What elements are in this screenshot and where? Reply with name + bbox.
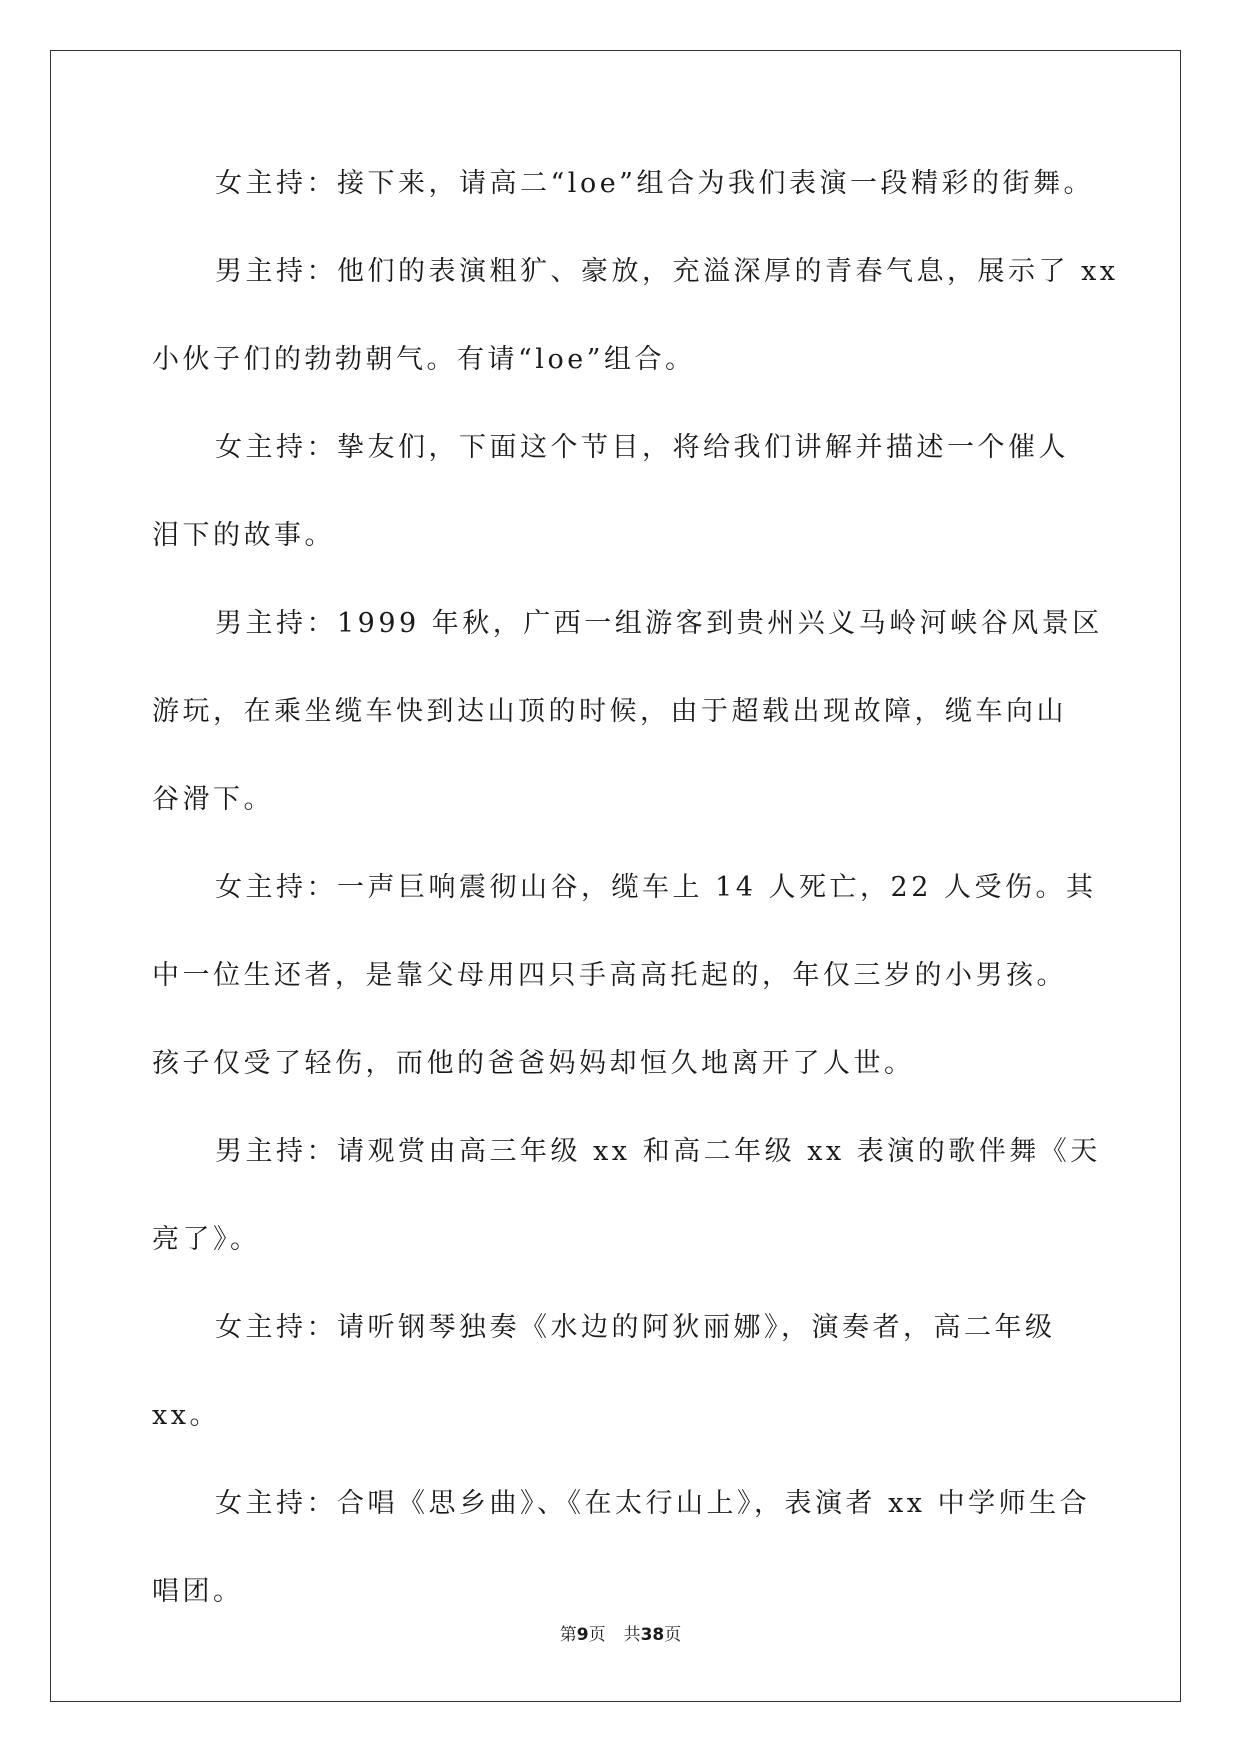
- paragraph-line: 小伙子们的勃勃朝气。有请“loe”组合。: [152, 344, 696, 375]
- paragraph-line: 谷滑下。: [152, 784, 274, 815]
- paragraph-line: 游玩，在乘坐缆车快到达山顶的时候，由于超载出现故障，缆车向山: [152, 696, 1067, 727]
- paragraph-line: 女主持：一声巨响震彻山谷，缆车上 14 人死亡，22 人受伤。其: [215, 872, 1097, 903]
- paragraph-line: 泪下的故事。: [152, 520, 335, 551]
- total-prefix: 共: [623, 1625, 641, 1645]
- paragraph-line: 女主持：挚友们，下面这个节目，将给我们讲解并描述一个催人: [215, 432, 1069, 463]
- paragraph-line: 女主持：请听钢琴独奏《水边的阿狄丽娜》，演奏者，高二年级: [215, 1312, 1056, 1343]
- paragraph-line: 男主持：请观赏由高三年级 xx 和高二年级 xx 表演的歌伴舞《天: [215, 1136, 1101, 1167]
- total-pages: 38: [640, 1625, 665, 1645]
- page-suffix: 页: [588, 1625, 606, 1645]
- document-body: [152, 166, 1119, 1662]
- paragraph-line: 男主持：他们的表演粗犷、豪放，充溢深厚的青春气息，展示了 xx: [215, 256, 1119, 287]
- paragraph-line: 男主持：1999 年秋，广西一组游客到贵州兴义马岭河峡谷风景区: [215, 608, 1103, 639]
- paragraph-line: 女主持：接下来，请高二“loe”组合为我们表演一段精彩的街舞。: [215, 168, 1094, 199]
- total-suffix: 页: [664, 1625, 682, 1645]
- paragraph-line: 唱团。: [152, 1576, 244, 1607]
- paragraph-line: 中一位生还者，是靠父母用四只手高高托起的，年仅三岁的小男孩。: [152, 960, 1067, 991]
- paragraph-line: 女主持：合唱《思乡曲》、《在太行山上》，表演者 xx 中学师生合: [215, 1488, 1091, 1519]
- paragraph-line: 孩子仅受了轻伤，而他的爸爸妈妈却恒久地离开了人世。: [152, 1048, 915, 1079]
- page-prefix: 第: [559, 1625, 577, 1645]
- paragraph-line: xx。: [152, 1400, 220, 1431]
- page-footer: [0, 1620, 1241, 1645]
- paragraph-line: 亮了》。: [152, 1224, 261, 1255]
- page-number: 9: [576, 1625, 589, 1645]
